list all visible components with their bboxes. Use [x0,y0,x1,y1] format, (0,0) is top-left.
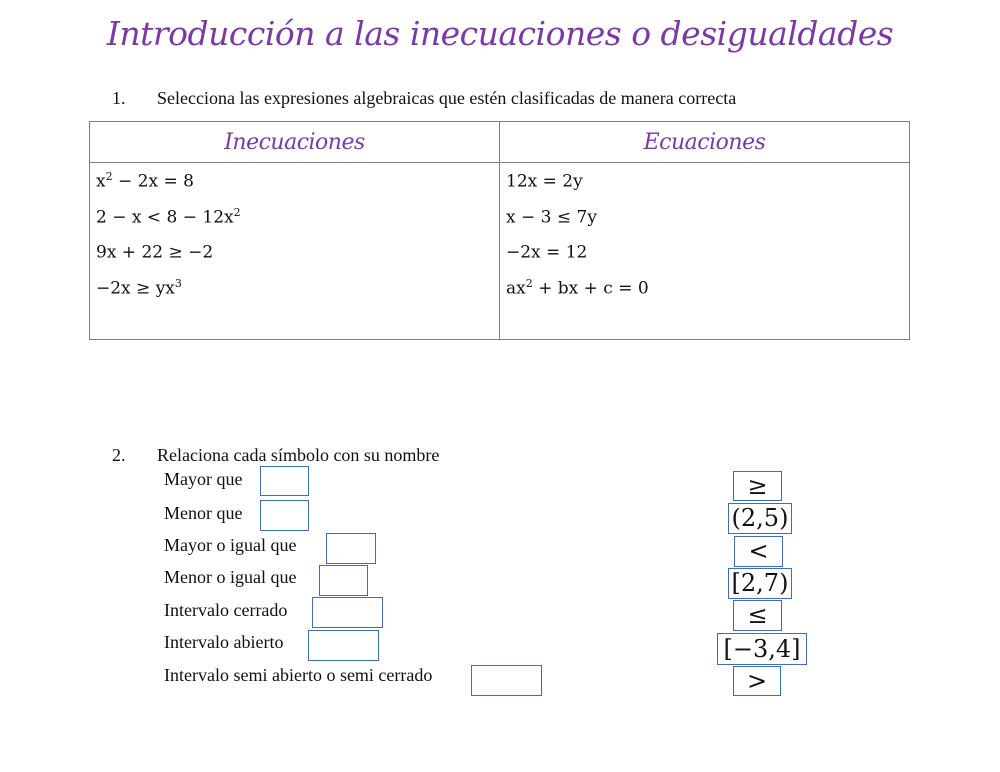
ecuacion-option[interactable]: $ax^2$ + bx + c = 0 [506,276,649,299]
symbol-tile-greater-than[interactable]: > [733,666,781,696]
classification-table [89,121,910,340]
symbol-tile-half-open-interval-2-7[interactable]: [2,7) [728,568,792,599]
name-label-menor-o-igual-que: Menor o igual que [164,567,297,587]
symbol-tile-less-than[interactable]: < [734,536,783,567]
question-2-number: 2. [112,445,126,465]
column-header-ecuaciones: Ecuaciones [500,122,910,163]
name-label-mayor-que: Mayor que [164,469,243,489]
question-2-text: Relaciona cada símbolo con su nombre [157,445,440,465]
inecuaciones-cell [90,163,500,340]
name-label-mayor-o-igual-que: Mayor o igual que [164,535,297,555]
answer-drop-box-intervalo-cerrado[interactable] [312,597,383,628]
inecuacion-option[interactable]: $2 - x < 8 - 12x^2$ [96,205,241,228]
inecuacion-option[interactable]: $x^2 - 2x = 8$ [96,170,194,192]
ecuaciones-cell [500,163,910,340]
answer-drop-box-mayor-que[interactable] [260,466,309,496]
question-1-number: 1. [112,88,126,108]
symbol-tile-closed-interval-neg3-4[interactable]: [−3,4] [717,633,807,665]
page-title: Introducción a las inecuaciones o desigualdades [106,14,894,53]
name-label-intervalo-abierto: Intervalo abierto [164,632,284,652]
name-label-menor-que: Menor que [164,503,243,523]
name-label-intervalo-cerrado: Intervalo cerrado [164,600,288,620]
name-label-intervalo-semi-abierto: Intervalo semi abierto o semi cerrado [164,665,433,685]
answer-drop-box-mayor-o-igual-que[interactable] [326,533,376,564]
symbol-tile-less-equal[interactable]: ≤ [733,600,782,631]
question-2 [112,445,912,469]
inecuacion-option[interactable]: $-2x \ge yx^3$ [96,276,182,299]
symbol-tile-greater-equal[interactable]: ≥ [733,471,782,501]
question-1 [112,88,912,112]
column-header-inecuaciones: Inecuaciones [90,122,500,163]
answer-drop-box-intervalo-semi-abierto[interactable] [471,665,542,696]
answer-drop-box-menor-que[interactable] [260,500,309,531]
ecuacion-option[interactable]: 12x = 2y [506,171,583,192]
ecuacion-option[interactable]: x − 3 ≤ 7y [506,207,597,228]
question-1-text: Selecciona las expresiones algebraicas que estén clasificadas de manera correcta [157,88,737,108]
ecuacion-option[interactable]: −2x = 12 [506,242,588,263]
answer-drop-box-intervalo-abierto[interactable] [308,630,379,661]
answer-drop-box-menor-o-igual-que[interactable] [319,565,368,596]
inecuacion-option[interactable]: 9x + 22 ≥ −2 [96,242,214,263]
symbol-tile-open-interval-2-5[interactable]: (2,5) [728,503,792,534]
